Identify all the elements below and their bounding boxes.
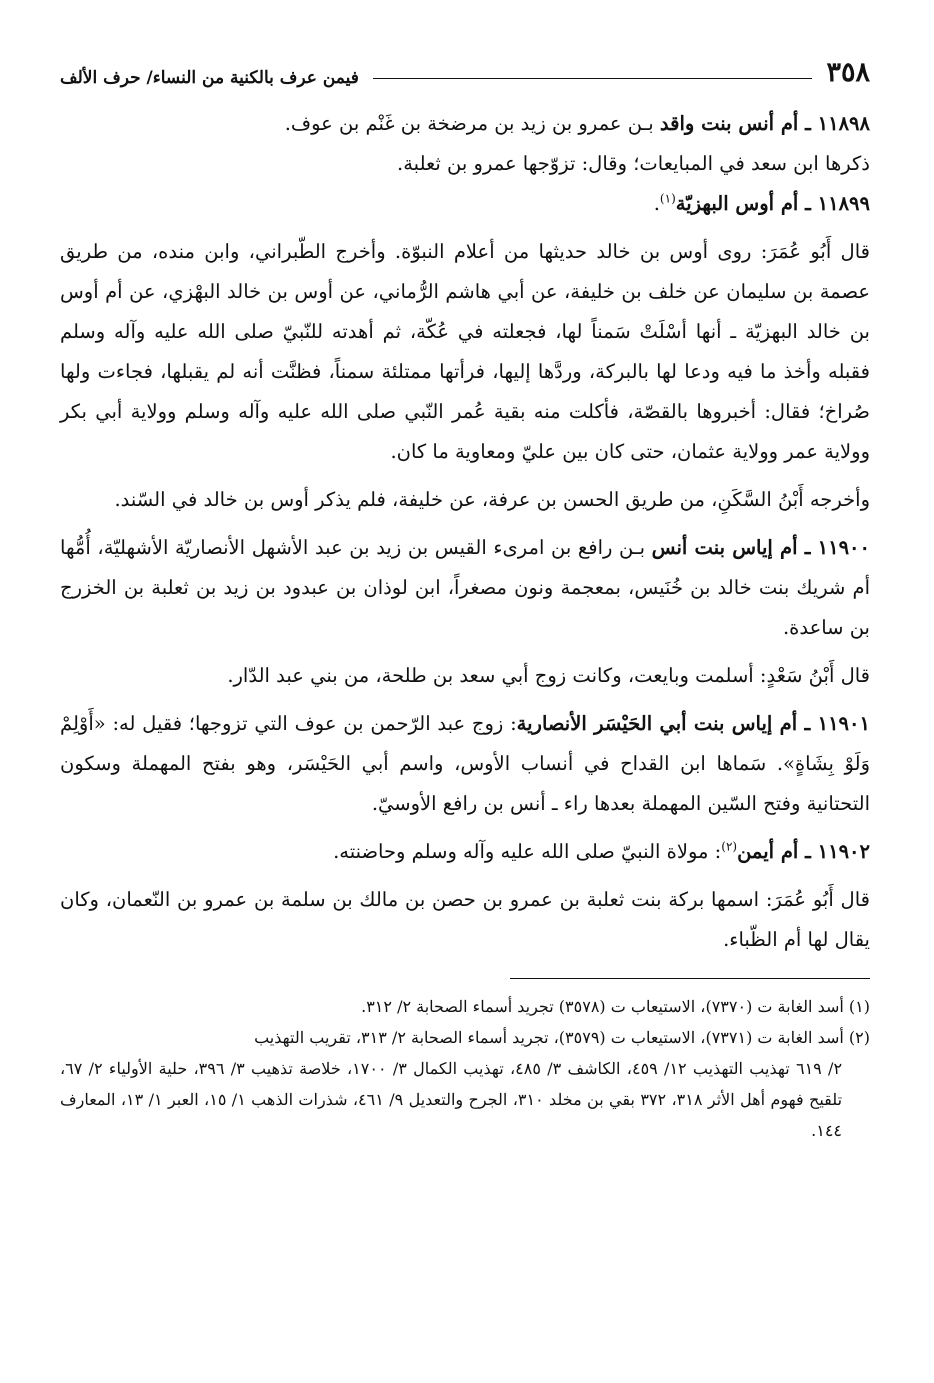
paragraph: وأخرجه أَبْنُ السَّكَنِ، من طريق الحسن بن عرفة، عن خليفة، فلم يذكر أوس بن خالد في السّند. bbox=[114, 488, 870, 511]
page-header bbox=[60, 50, 870, 88]
footnote-separator bbox=[510, 978, 870, 979]
paragraph: ذكرها ابن سعد في المبايعات؛ وقال: تزوّجها عمرو بن ثعلبة. bbox=[397, 152, 870, 175]
entry-text: : زوج عبد الرّحمن بن عوف التي تزوجها؛ فقيل له: «أَوْلِمْ وَلَوْ بِشَاةٍ». سَماها ابن القداح في أنساب الأوس، واسم أبي الحَيْسَر، وهو بفتح المهملة وسكون التحتانية وفتح السّين المهملة بعدها راء ـ أنس بن رافع الأوسيّ. bbox=[60, 712, 870, 815]
footnote-ref: (١) bbox=[659, 191, 676, 206]
paragraph: قال أَبُو عُمَرَ: اسمها بركة بنت ثعلبة بن عمرو بن حصن بن مالك بن سلمة بن عمرو بن النّعمان، وكان يقال لها أم الظّباء. bbox=[60, 888, 870, 951]
entry-11901 bbox=[60, 704, 870, 824]
entry-text: بـن رافع بن امرىء القيس بن زيد بن عبد الأشهل الأنصاريّة الأشهليّة، أُمُّها أم شريك بنت خالد بن خُنَيس، بمعجمة ونون مصغراً، ابن لوذان بن عبدود بن زيد بن ثعلبة بن الخزرج بن ساعدة. bbox=[60, 536, 870, 639]
footnote-2-continuation: ٢/ ٦١٩ تهذيب التهذيب ١٢/ ٤٥٩، الكاشف ٣/ ٤٨٥، تهذيب الكمال ٣/ ١٧٠٠، خلاصة تذهيب ٣/ ٣٩٦، حلية الأولياء ٢/ ٦٧، تلقيح فهوم أهل الأثر ٣١٨، ٣٧٢ بقي بن مخلد ٣١٠، الجرح والتعديل ٩/ ٤٦١، شذرات الذهب ١/ ١٥، العبر ١/ ١٣، المعارف ١٤٤. bbox=[60, 1059, 843, 1140]
paragraph: قال أَبُو عُمَرَ: روى أوس بن خالد حديثها من أعلام النبوّة. وأخرج الطّبراني، وابن منده، من طريق عصمة بن سليمان عن خلف بن خليفة، عن أبي هاشم الرُّماني، عن أوس بن خالد البهْزي، عن أم أوس بن خالد البهزيّة ـ أنها أسْلَتْ سَمناً لها، فجعلته في عُكّة، ثم أهدته للنّبيّ صلى الله عليه وآله وسلم فقبله وأخذ ما فيه ودعا لها بالبركة، وردَّها إليها، فرأتها ممتلئة سمناً، فظنَّت أنه لم يقبلها، فجاءت ولها صُراخ؛ فقال: أخبروها بالقصّة، فأكلت منه بقية عُمر النّبي صلى الله عليه وآله وسلم وولاية أبي بكر وولاية عمر وولاية عثمان، حتى كان بين عليّ ومعاوية ما كان. bbox=[60, 240, 870, 463]
footnotes bbox=[60, 991, 870, 1146]
entry-text: بـن عمرو بن زيد بن مرضخة بن غَنْم بن عوف. bbox=[284, 112, 660, 135]
entry-heading: ١١٩٠١ ـ أم إياس بنت أبي الحَيْسَر الأنصارية bbox=[516, 712, 870, 735]
paragraph: قال أَبْنُ سَعْدٍ: أسلمت وبايعت، وكانت زوج أبي سعد بن طلحة، من بني عبد الدّار. bbox=[227, 664, 870, 687]
footnote-ref: (٢) bbox=[721, 839, 738, 854]
entry-heading: ١١٩٠٠ ـ أم إياس بنت أنس bbox=[651, 536, 870, 559]
entry-11898 bbox=[60, 104, 870, 144]
entry-text: . bbox=[653, 192, 660, 215]
footnote-1: (١) أسد الغابة ت (٧٣٧٠)، الاستيعاب ت (٣٥٧٨) تجريد أسماء الصحابة ٢/ ٣١٢. bbox=[361, 997, 870, 1016]
entry-11899 bbox=[60, 184, 870, 224]
entry-11902 bbox=[60, 832, 870, 872]
running-head: فيمن عرف بالكنية من النساء/ حرف الألف bbox=[60, 68, 359, 88]
main-text bbox=[60, 104, 870, 960]
entry-heading: ١١٨٩٨ ـ أم أنس بنت واقد bbox=[659, 112, 870, 135]
footnote-2: (٢) أسد الغابة ت (٧٣٧١)، الاستيعاب ت (٣٥٧٩)، تجريد أسماء الصحابة ٢/ ٣١٣، تقريب التهذيب bbox=[254, 1028, 870, 1047]
entry-text: : مولاة النبيّ صلى الله عليه وآله وسلم وحاضنته. bbox=[333, 840, 722, 863]
entry-heading: ١١٩٠٢ ـ أم أيمن bbox=[737, 840, 870, 863]
entry-11900 bbox=[60, 528, 870, 648]
header-rule bbox=[373, 78, 813, 79]
page-number: ٣٥٨ bbox=[826, 57, 870, 88]
entry-heading: ١١٨٩٩ ـ أم أوس البهزيّة bbox=[675, 192, 870, 215]
